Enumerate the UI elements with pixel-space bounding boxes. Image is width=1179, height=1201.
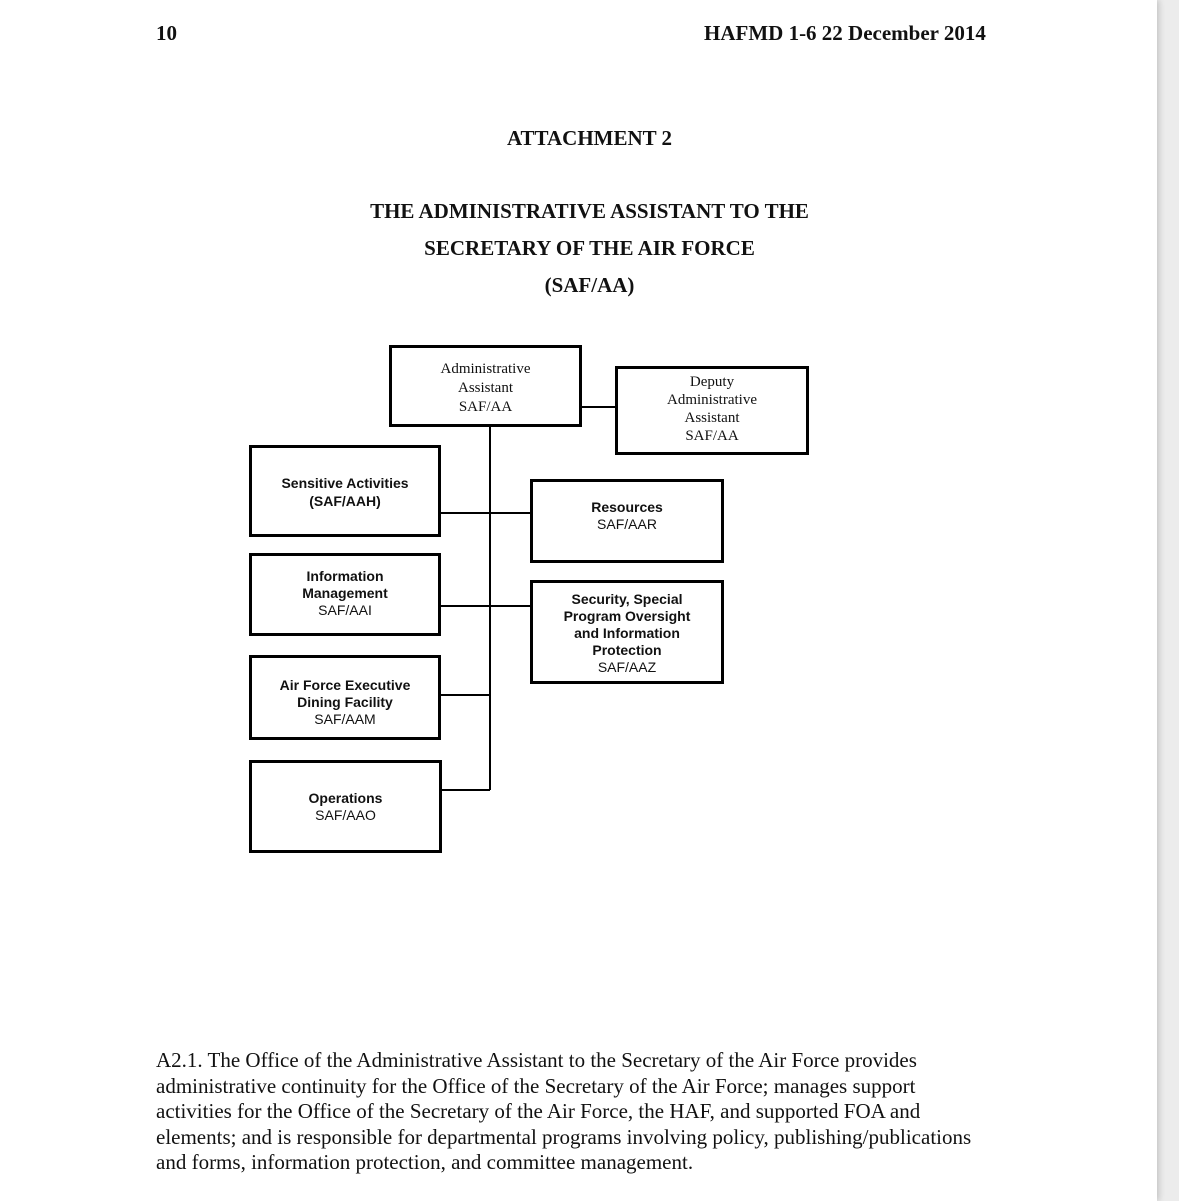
document-id: HAFMD 1-6 22 December 2014 xyxy=(704,21,986,45)
connector-dining xyxy=(440,694,490,696)
connector-deputy xyxy=(580,406,617,408)
box-label: Administrative xyxy=(667,392,757,408)
box-label: and Information xyxy=(574,625,680,641)
box-label: Deputy xyxy=(689,374,735,390)
box-code: SAF/AAM xyxy=(314,711,376,727)
org-box-security-special-program xyxy=(530,580,724,684)
org-box-information-management xyxy=(249,553,441,636)
box-code: SAF/AA xyxy=(685,428,739,444)
box-label: Information xyxy=(306,568,384,584)
connector-sensitive-resources xyxy=(440,512,532,514)
box-label: Dining Facility xyxy=(297,694,393,710)
box-label: Management xyxy=(302,585,388,601)
connector-operations xyxy=(440,789,490,791)
body-paragraph xyxy=(156,1048,1036,1176)
connector-trunk xyxy=(489,425,491,790)
org-box-administrative-assistant xyxy=(389,345,582,427)
box-label: Administrative xyxy=(440,361,531,377)
org-box-dining-facility xyxy=(249,655,441,740)
connector-information-security xyxy=(440,605,532,607)
org-title-line-1: THE ADMINISTRATIVE ASSISTANT TO THE xyxy=(370,199,809,223)
box-label: Resources xyxy=(591,499,663,515)
box-code: (SAF/AAH) xyxy=(309,493,381,509)
box-label: Assistant xyxy=(457,380,513,396)
page-number: 10 xyxy=(156,21,177,45)
attachment-title: ATTACHMENT 2 xyxy=(506,126,673,150)
org-box-operations xyxy=(249,760,442,853)
paragraph-line: A2.1. The Office of the Administrative Assistant to the Secretary of the Air Force provides xyxy=(156,1048,917,1072)
box-label: Assistant xyxy=(684,410,740,426)
box-label: Protection xyxy=(592,642,662,658)
paragraph-line: and forms, information protection, and committee management. xyxy=(156,1150,694,1174)
box-code: SAF/AAZ xyxy=(597,659,657,675)
box-code: SAF/AAI xyxy=(318,602,372,618)
box-code: SAF/AAR xyxy=(597,516,657,532)
box-code: SAF/AAO xyxy=(315,807,376,823)
org-box-resources xyxy=(530,479,724,563)
org-title-line-2: SECRETARY OF THE AIR FORCE xyxy=(424,236,755,260)
box-label: Program Oversight xyxy=(563,608,691,624)
paragraph-line: administrative continuity for the Office of the Secretary of the Air Force; manages support xyxy=(156,1073,916,1098)
box-label: Air Force Executive xyxy=(279,677,411,693)
org-box-deputy-administrative-assistant xyxy=(615,366,809,455)
org-title-line-3: (SAF/AA) xyxy=(544,273,635,297)
box-label: Security, Special xyxy=(571,591,683,607)
box-label: Operations xyxy=(308,790,383,806)
paragraph-line: activities for the Office of the Secretary of the Air Force, the HAF, and supported FOA and xyxy=(156,1099,921,1123)
paragraph-line: elements; and is responsible for departmental programs involving policy, publishing/publications xyxy=(156,1124,972,1149)
box-code: SAF/AA xyxy=(458,399,513,415)
org-box-sensitive-activities xyxy=(249,445,441,537)
box-label: Sensitive Activities xyxy=(281,475,409,491)
